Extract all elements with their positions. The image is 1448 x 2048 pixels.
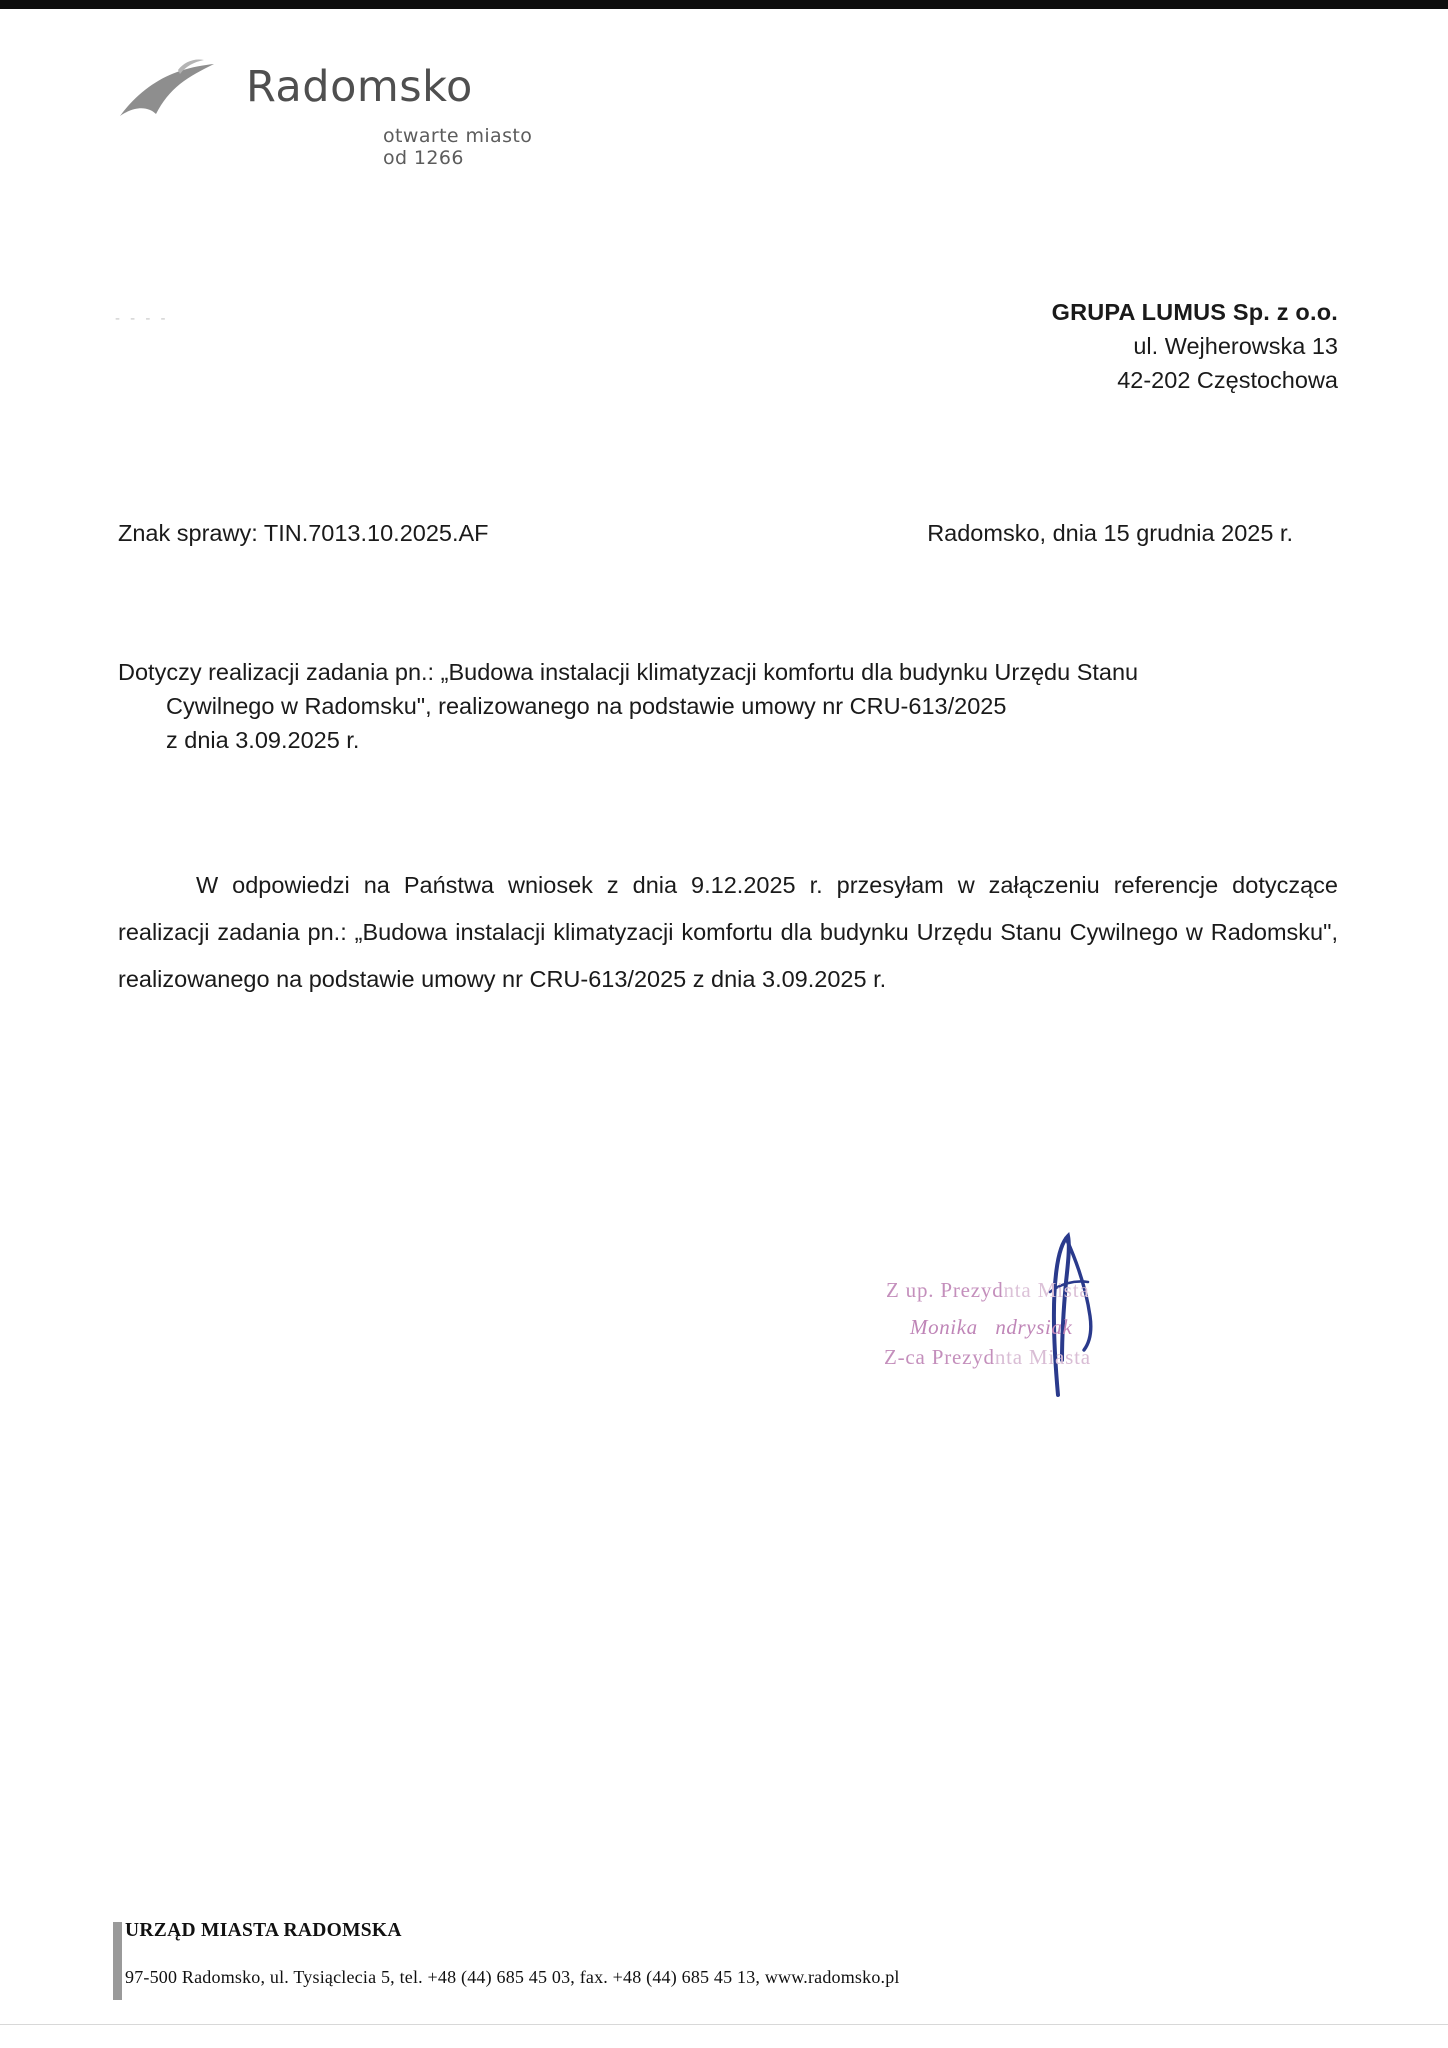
footer xyxy=(125,1920,1338,1988)
footer-contact: 97-500 Radomsko, ul. Tysiąclecia 5, tel. +48 (44) 685 45 03, fax. +48 (44) 685 45 13, www.radomsko.pl xyxy=(125,1967,900,1987)
logo-wordmark: Radomsko xyxy=(246,62,473,112)
addressee-company: GRUPA LUMUS Sp. z o.o. xyxy=(1051,299,1338,325)
subject-paragraph xyxy=(118,655,1338,757)
stamp-line-3-b: nta Miasta xyxy=(994,1345,1091,1369)
subject-line-1: Dotyczy realizacji zadania pn.: „Budowa instalacji klimatyzacji komfortu dla budynku Urzędu Stanu xyxy=(118,659,1139,685)
subject-line-3: z dnia 3.09.2025 r. xyxy=(166,727,360,754)
city-logo xyxy=(118,40,538,169)
subject-line-2: Cywilnego w Radomsku", realizowanego na podstawie umowy nr CRU-613/2025 xyxy=(166,693,1007,720)
case-number: Znak sprawy: TIN.7013.10.2025.AF xyxy=(118,520,489,546)
footer-accent-bar xyxy=(113,1922,122,2000)
reference-row xyxy=(118,520,1338,547)
signature-stamp xyxy=(880,1245,1210,1425)
stamp-line-1-c: sta xyxy=(1063,1278,1090,1302)
scan-edge-top xyxy=(0,0,1448,9)
stamp-signer-name xyxy=(910,1315,1072,1340)
footer-office-name: URZĄD MIASTA RADOMSKA xyxy=(125,1920,402,1941)
addressee-city: 42-202 Częstochowa xyxy=(1117,367,1338,394)
stamp-line-3-a: Z-ca Prezyd xyxy=(884,1345,995,1369)
stamp-line-3 xyxy=(884,1345,1091,1370)
stamp-line-1-a: Z up. Prezyd xyxy=(886,1278,1004,1302)
place-and-date: Radomsko, dnia 15 grudnia 2025 r. xyxy=(927,520,1293,546)
stamp-signer-last-name: ndrysiak xyxy=(995,1315,1073,1339)
body-paragraph: W odpowiedzi na Państwa wniosek z dnia 9.12.2025 r. przesyłam w załączeniu referencje dotyczące realizacji zadania pn.: „Budowa instalacji klimatyzacji komfortu dla budynku Urzędu Stanu Cywilnego w Radomsku", realizowanego na podstawie umowy nr CRU-613/2025 z dnia 3.09.2025 r. xyxy=(118,872,1338,992)
stamp-line-1 xyxy=(886,1278,1089,1303)
scan-edge-bottom xyxy=(0,2022,1448,2048)
faint-scan-marks: - - - - xyxy=(115,310,169,327)
addressee-block xyxy=(1052,295,1338,397)
addressee-street: ul. Wejherowska 13 xyxy=(1133,333,1338,360)
logo-tagline: otwarte miasto od 1266 xyxy=(383,125,533,169)
stamp-signer-first-name: Monika xyxy=(910,1315,978,1339)
stamp-line-1-b: nta Mi xyxy=(1003,1278,1064,1302)
radomsko-swoosh-icon xyxy=(118,58,238,128)
